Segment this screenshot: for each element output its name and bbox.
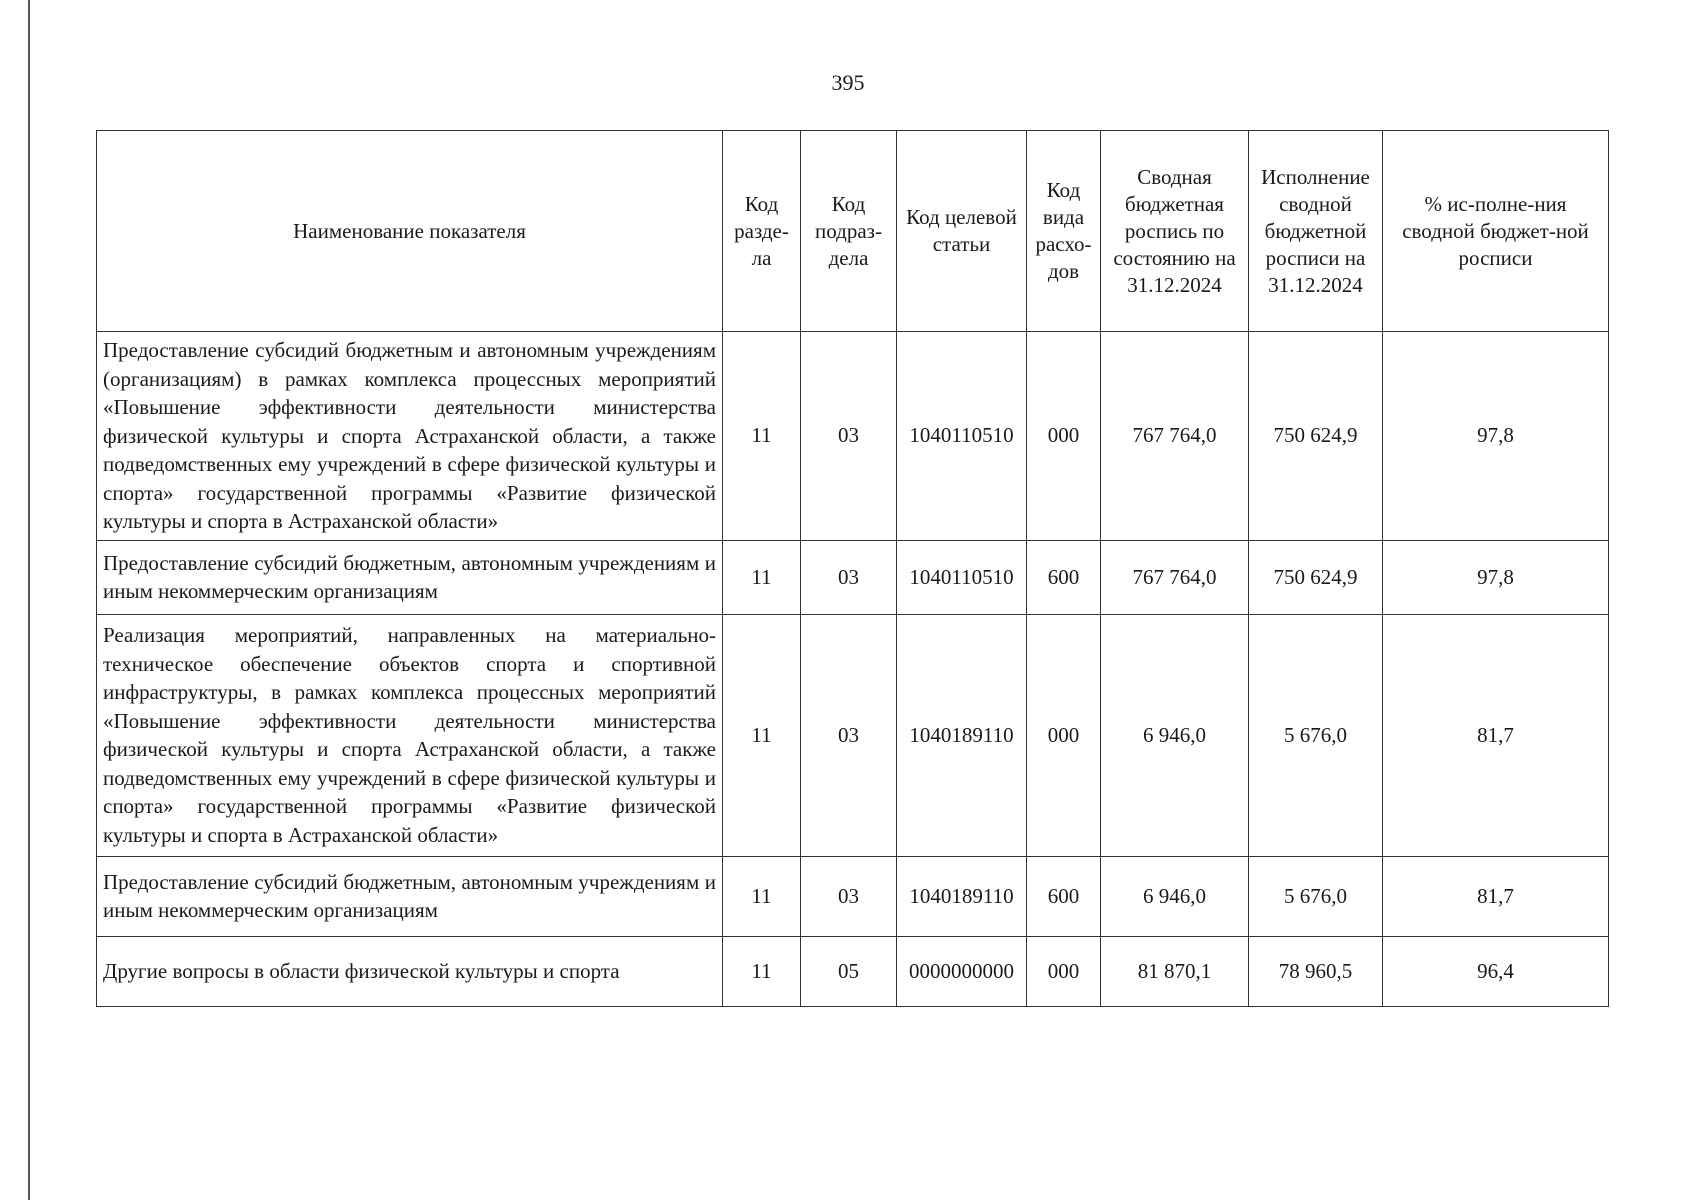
header-target-article-code: Код целевой статьи — [897, 131, 1027, 332]
row-planned-budget: 6 946,0 — [1101, 614, 1249, 856]
table-header-row — [97, 131, 1609, 332]
row-subsection-code: 03 — [801, 332, 897, 541]
row-subsection-code: 03 — [801, 856, 897, 936]
row-section-code: 11 — [723, 332, 801, 541]
row-planned-budget: 6 946,0 — [1101, 856, 1249, 936]
row-target-article-code: 1040189110 — [897, 614, 1027, 856]
row-target-article-code: 0000000000 — [897, 936, 1027, 1006]
header-planned-budget: Сводная бюджетная роспись по состоянию на 31.12.2024 — [1101, 131, 1249, 332]
row-section-code: 11 — [723, 540, 801, 614]
table-row — [97, 540, 1609, 614]
row-expense-type-code: 600 — [1027, 540, 1101, 614]
header-expense-type-code: Код вида расхо-дов — [1027, 131, 1101, 332]
scan-edge-line — [28, 0, 30, 1200]
row-expense-type-code: 000 — [1027, 936, 1101, 1006]
table-row — [97, 936, 1609, 1006]
row-execution-percent: 96,4 — [1383, 936, 1609, 1006]
row-subsection-code: 05 — [801, 936, 897, 1006]
row-executed-budget: 750 624,9 — [1249, 332, 1383, 541]
header-execution-percent: % ис-полне-ния сводной бюджет-ной росписи — [1383, 131, 1609, 332]
row-execution-percent: 97,8 — [1383, 332, 1609, 541]
budget-execution-table — [96, 130, 1609, 1007]
row-section-code: 11 — [723, 614, 801, 856]
row-planned-budget: 81 870,1 — [1101, 936, 1249, 1006]
row-executed-budget: 750 624,9 — [1249, 540, 1383, 614]
table-row — [97, 332, 1609, 541]
row-subsection-code: 03 — [801, 614, 897, 856]
row-indicator-name: Реализация мероприятий, направленных на материально-техническое обеспечение объектов спорта и спортивной инфраструктуры, в рамках комплекса процессных мероприятий «Повышение эффективности деятельности министерства физической культуры и спорта Астраханской области, а также подведомственных ему учреждений в сфере физической культуры и спорта» государственной программы «Развитие физической культуры и спорта в Астраханской области» — [97, 614, 723, 856]
row-planned-budget: 767 764,0 — [1101, 540, 1249, 614]
row-execution-percent: 81,7 — [1383, 856, 1609, 936]
row-subsection-code: 03 — [801, 540, 897, 614]
row-executed-budget: 5 676,0 — [1249, 614, 1383, 856]
row-executed-budget: 5 676,0 — [1249, 856, 1383, 936]
table-row — [97, 856, 1609, 936]
row-executed-budget: 78 960,5 — [1249, 936, 1383, 1006]
row-target-article-code: 1040110510 — [897, 540, 1027, 614]
row-indicator-name: Предоставление субсидий бюджетным, автономным учреждениям и иным некоммерческим организациям — [97, 856, 723, 936]
row-planned-budget: 767 764,0 — [1101, 332, 1249, 541]
row-execution-percent: 81,7 — [1383, 614, 1609, 856]
row-section-code: 11 — [723, 936, 801, 1006]
row-section-code: 11 — [723, 856, 801, 936]
header-indicator-name: Наименование показателя — [97, 131, 723, 332]
row-target-article-code: 1040189110 — [897, 856, 1027, 936]
row-expense-type-code: 000 — [1027, 332, 1101, 541]
row-execution-percent: 97,8 — [1383, 540, 1609, 614]
table-row — [97, 614, 1609, 856]
row-expense-type-code: 600 — [1027, 856, 1101, 936]
row-indicator-name: Предоставление субсидий бюджетным, автономным учреждениям и иным некоммерческим организациям — [97, 540, 723, 614]
header-section-code: Код разде-ла — [723, 131, 801, 332]
header-subsection-code: Код подраз-дела — [801, 131, 897, 332]
row-expense-type-code: 000 — [1027, 614, 1101, 856]
page-number: 395 — [831, 70, 865, 95]
row-target-article-code: 1040110510 — [897, 332, 1027, 541]
row-indicator-name: Другие вопросы в области физической культуры и спорта — [97, 936, 723, 1006]
header-executed-budget: Исполнение сводной бюджетной росписи на 31.12.2024 — [1249, 131, 1383, 332]
row-indicator-name: Предоставление субсидий бюджетным и автономным учреждениям (организациям) в рамках комплекса процессных мероприятий «Повышение эффективности деятельности министерства физической культуры и спорта Астраханской области, а также подведомственных ему учреждений в сфере физической культуры и спорта» государственной программы «Развитие физической культуры и спорта в Астраханской области» — [97, 332, 723, 541]
